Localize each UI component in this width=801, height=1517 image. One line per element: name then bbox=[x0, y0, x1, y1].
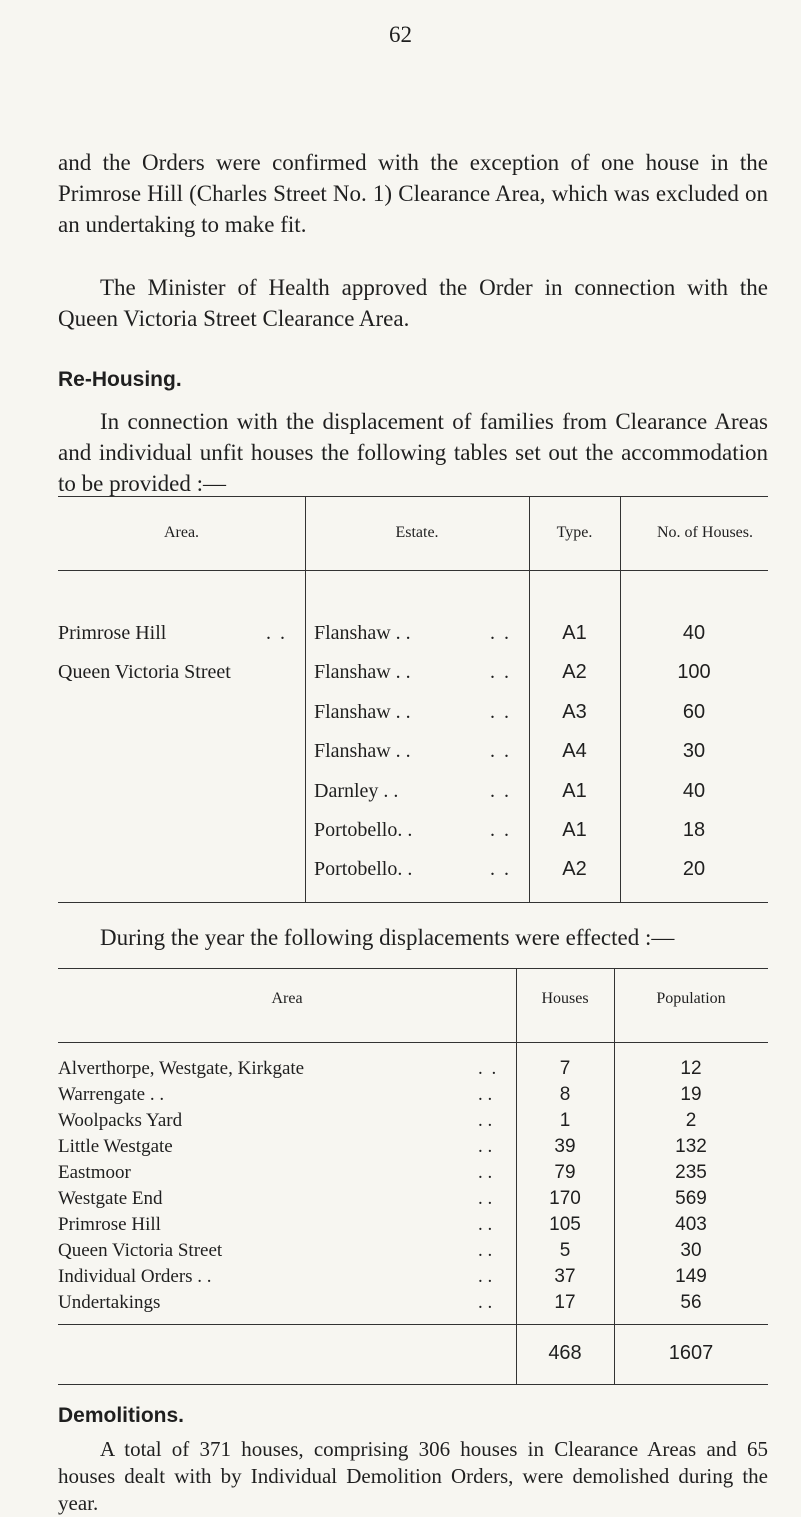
displacements-table-top-rule bbox=[58, 968, 768, 969]
rehousing-estate-cell: Darnley . . bbox=[314, 780, 399, 802]
leader-dots: . . bbox=[478, 1058, 499, 1079]
displacement-population-cell: 235 bbox=[675, 1162, 707, 1183]
displacement-area-cell: Undertakings bbox=[58, 1292, 161, 1313]
displacement-area-cell: Little Westgate bbox=[58, 1136, 173, 1157]
displacement-population-cell: 403 bbox=[675, 1214, 707, 1235]
displacement-area-cell: Alverthorpe, Westgate, Kirkgate bbox=[58, 1058, 305, 1079]
rehousing-estate-cell: Flanshaw . . bbox=[314, 661, 411, 683]
displacement-houses-cell: 105 bbox=[549, 1214, 581, 1235]
rehousing-header-estate: Estate. bbox=[395, 524, 439, 541]
leader-dots: . . bbox=[478, 1266, 493, 1287]
displacement-population-cell: 569 bbox=[675, 1188, 707, 1209]
rehousing-type-cell: A4 bbox=[562, 740, 587, 762]
leader-dots: . . bbox=[490, 740, 511, 762]
rehousing-header-type: Type. bbox=[556, 524, 593, 541]
displacements-header-area: Area bbox=[271, 990, 303, 1007]
rehousing-paragraph bbox=[58, 406, 768, 499]
leader-dots: . . bbox=[490, 858, 511, 880]
rehousing-type-cell: A1 bbox=[562, 819, 587, 841]
displacement-area-cell: Individual Orders . . bbox=[58, 1266, 212, 1287]
displacements-paragraph-text: During the year the following displacements were effected :— bbox=[100, 925, 675, 950]
rehousing-houses-cell: 60 bbox=[682, 701, 706, 723]
rehousing-heading: Re-Housing. bbox=[58, 368, 182, 391]
rehousing-houses-cell: 20 bbox=[682, 858, 706, 880]
rehousing-estate-cell: Flanshaw . . bbox=[314, 622, 411, 644]
displacement-area-cell: Queen Victoria Street bbox=[58, 1240, 223, 1261]
rehousing-table-divider bbox=[305, 496, 306, 902]
displacement-houses-cell: 39 bbox=[554, 1136, 576, 1157]
displacement-population-total: 1607 bbox=[668, 1342, 714, 1364]
rehousing-estate-cell: Flanshaw . . bbox=[314, 701, 411, 723]
rehousing-houses-cell: 40 bbox=[682, 780, 706, 802]
displacement-houses-cell: 1 bbox=[559, 1110, 571, 1131]
leader-dots: . . bbox=[478, 1188, 493, 1209]
displacements-table-total-rule bbox=[58, 1384, 768, 1385]
leader-dots: . . bbox=[478, 1084, 493, 1105]
leader-dots: . . bbox=[490, 780, 511, 802]
displacements-paragraph bbox=[58, 922, 768, 953]
leader-dots: . . bbox=[478, 1136, 493, 1157]
page-number: 62 bbox=[389, 22, 412, 47]
displacement-population-cell: 56 bbox=[680, 1292, 702, 1313]
displacements-header-houses: Houses bbox=[541, 990, 589, 1007]
rehousing-table-header-rule bbox=[58, 570, 768, 571]
displacement-houses-cell: 5 bbox=[559, 1240, 571, 1261]
displacement-area-cell: Woolpacks Yard bbox=[58, 1110, 183, 1131]
displacement-population-cell: 19 bbox=[680, 1084, 702, 1105]
intro-paragraph-1: and the Orders were confirmed with the exception of one house in the Primrose Hill (Charles Street No. 1) Clearance Area, which was excluded on an undertaking to make fit. bbox=[58, 150, 768, 237]
displacement-houses-cell: 7 bbox=[559, 1058, 571, 1079]
displacement-population-cell: 149 bbox=[675, 1266, 707, 1287]
displacement-houses-cell: 17 bbox=[554, 1292, 576, 1313]
leader-dots: . . bbox=[478, 1292, 493, 1313]
rehousing-houses-cell: 100 bbox=[677, 661, 711, 683]
demolitions-heading: Demolitions. bbox=[58, 1404, 185, 1427]
rehousing-estate-cell: Portobello. . bbox=[314, 819, 413, 841]
displacements-subtotal-rule bbox=[58, 1324, 768, 1325]
displacement-houses-cell: 37 bbox=[554, 1266, 576, 1287]
leader-dots: . . bbox=[478, 1240, 493, 1261]
rehousing-type-cell: A1 bbox=[562, 780, 587, 802]
rehousing-paragraph-text: In connection with the displacement of families from Clearance Areas and individual unfit houses the following tables set out the accommodation to be provided :— bbox=[58, 409, 768, 496]
rehousing-area-cell: Queen Victoria Street bbox=[58, 661, 231, 683]
displacement-population-cell: 132 bbox=[675, 1136, 707, 1157]
displacements-table-header-rule bbox=[58, 1042, 768, 1043]
leader-dots: . . bbox=[478, 1214, 493, 1235]
rehousing-area-cell: Primrose Hill bbox=[58, 622, 167, 644]
rehousing-type-cell: A3 bbox=[562, 701, 587, 723]
displacement-population-cell: 12 bbox=[680, 1058, 702, 1079]
leader-dots: . . bbox=[490, 701, 511, 723]
leader-dots: . . bbox=[478, 1162, 493, 1183]
rehousing-header-area: Area. bbox=[163, 524, 200, 541]
rehousing-estate-cell: Flanshaw . . bbox=[314, 740, 411, 762]
displacement-houses-cell: 170 bbox=[549, 1188, 581, 1209]
displacement-population-cell: 30 bbox=[680, 1240, 702, 1261]
rehousing-houses-cell: 30 bbox=[682, 740, 706, 762]
displacement-area-cell: Primrose Hill bbox=[58, 1214, 161, 1235]
demolitions-paragraph-text: A total of 371 houses, comprising 306 houses in Clearance Areas and 65 houses dealt with by Individual Demolition Orders, were demolished during the year. bbox=[58, 1437, 768, 1515]
leader-dots: . . bbox=[478, 1110, 493, 1131]
rehousing-type-cell: A2 bbox=[562, 858, 587, 880]
displacement-area-cell: Eastmoor bbox=[58, 1162, 131, 1183]
leader-dots: . . bbox=[490, 819, 511, 841]
rehousing-table-bottom-rule bbox=[58, 902, 768, 903]
intro-paragraph-2 bbox=[58, 272, 768, 334]
rehousing-type-cell: A2 bbox=[562, 661, 587, 683]
leader-dots: . . bbox=[490, 622, 511, 644]
displacement-area-cell: Westgate End bbox=[58, 1188, 163, 1209]
demolitions-paragraph bbox=[58, 1436, 768, 1517]
displacement-population-cell: 2 bbox=[685, 1110, 697, 1131]
rehousing-houses-cell: 40 bbox=[682, 622, 706, 644]
leader-dots: . . bbox=[266, 622, 287, 644]
displacement-houses-total: 468 bbox=[548, 1342, 582, 1364]
displacements-header-population: Population bbox=[656, 990, 726, 1007]
rehousing-table-top-rule bbox=[58, 496, 768, 497]
rehousing-type-cell: A1 bbox=[562, 622, 587, 644]
intro-paragraph-2-text: The Minister of Health approved the Order in connection with the Queen Victoria Street Clearance Area. bbox=[58, 275, 768, 331]
rehousing-estate-cell: Portobello. . bbox=[314, 858, 413, 880]
rehousing-header-houses: No. of Houses. bbox=[657, 524, 753, 541]
displacement-area-cell: Warrengate . . bbox=[58, 1084, 165, 1105]
rehousing-houses-cell: 18 bbox=[682, 819, 706, 841]
displacement-houses-cell: 8 bbox=[559, 1084, 571, 1105]
displacement-houses-cell: 79 bbox=[554, 1162, 576, 1183]
leader-dots: . . bbox=[490, 661, 511, 683]
